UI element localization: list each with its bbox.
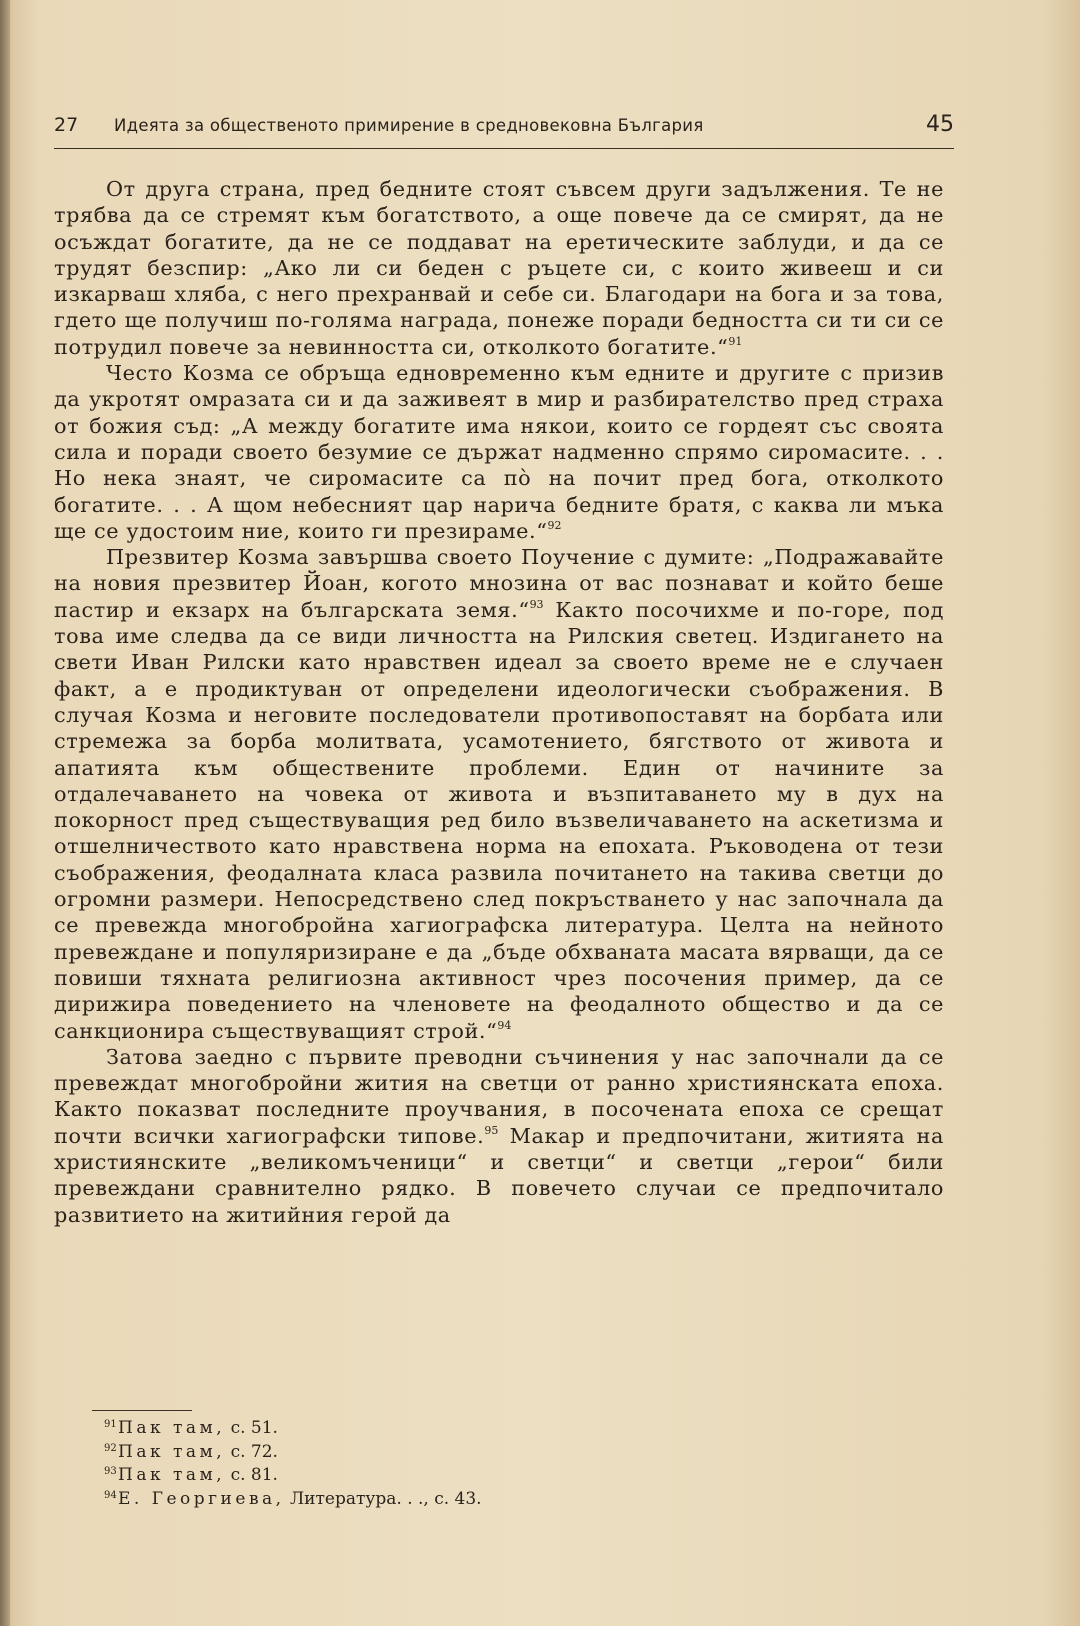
footnote-author: Пак там, (118, 1465, 226, 1485)
paragraph-3 (54, 544, 944, 1044)
paragraph-2 (54, 360, 944, 544)
paragraph-text: Често Козма се обръща едновременно към едните и другите с призив да укротят омразата си и да заживеят в мир и разбирателство пред страха от божия съд: „А между богатите има някои, които се гордеят със своята сила и поради своето безумие се държат надменно спрямо сиромасите. . . Но нека знаят, че сиромасите са пò на почит пред бога, отколкото богатите. . . А щом небесният цар нарича бедните братя, с каква ли мъка ще се удостоим ние, които ги презираме.“ (54, 361, 944, 543)
footnote-ref: 94 (497, 1018, 512, 1032)
book-spine-edge (0, 0, 10, 1626)
footnote (104, 1418, 704, 1442)
footnote-ref: 95 (484, 1123, 499, 1137)
footnote-number: 94 (104, 1489, 117, 1501)
paragraph-1 (54, 176, 944, 360)
running-header (54, 112, 954, 146)
footnote-author: Пак там, (118, 1418, 226, 1438)
footnote-ref: 91 (728, 334, 743, 348)
footnote-ref: 92 (547, 518, 562, 532)
paragraph-text: Презвитер Козма завършва своето Поучение с думите: „Подражавайте на новия презвитер Йоан, когото мнозина от вас познават и който беше пастир и екзарх на българската земя.“ (54, 545, 944, 622)
footnote (104, 1465, 704, 1489)
header-rule (54, 148, 954, 149)
footnote-rule (92, 1410, 192, 1411)
paragraph-text: От друга страна, пред бедните стоят съвсем други задължения. Те не трябва да се стремят към богатството, а още повече да се смирят, да не осъждат богатите, да не се поддават на еретическите заблуди, и да се трудят безспир: „Ако ли си беден с ръцете си, с които живееш и си изкарваш хляба, с него прехранвай и себе си. Благодари на бога и за това, гдето ще получиш по-голяма награда, понеже поради бедността си ти си се потрудил повече за невинността си, отколкото богатите.“ (54, 177, 944, 359)
footnote (104, 1489, 704, 1513)
page-number-right: 45 (926, 112, 954, 137)
footnotes (104, 1418, 704, 1512)
footnote-author: Пак там, (118, 1441, 226, 1462)
footnote-number: 92 (104, 1442, 117, 1454)
footnote-ref-text: с. 72. (230, 1441, 278, 1462)
page-number-left: 27 (54, 114, 79, 136)
body-text (54, 176, 944, 1228)
footnote-number: 93 (104, 1466, 117, 1477)
paragraph-text-continued: Както посочихме и по-горе, под това име следва да се види личността на Рилския светец. Издигането на свети Иван Рилски като нравствен идеал за своето време не е случаен факт, а е продиктуван от определени идеологически съображения. В случая Козма и неговите последователи противопоставят на борбата или стремежа за борба молитвата, усамотението, бягството от живота и апатията към обществените проблеми. Един от начините за отдалечаването на човека от живота и възпитаването му в дух на покорност пред съществуващия ред било възвеличаването на аскетизма и отшелничеството като нравствена норма на епохата. Ръководена от тези съображения, феодалната класа развила почитането на такива светци до огромни размери. Непосредствено след покръстването у нас започнала да се превежда многобройна хагиографска литература. Целта на нейното превеждане и популяризиране е да „бъде обхваната масата вярващи, да се повиши тяхната религиозна активност чрез посочения пример, да се дирижира поведението на членовете на феодалното общество и да се санкционира съществуващият строй.“ (54, 597, 945, 1043)
running-title: Идеята за общественото примирение в средновековна България (114, 116, 704, 135)
footnote-ref-text: с. 81. (230, 1465, 278, 1485)
footnote (104, 1442, 704, 1466)
footnote-ref-text: Литература. . ., с. 43. (289, 1488, 482, 1509)
footnote-number: 91 (104, 1419, 117, 1430)
paragraph-text: Затова заедно с първите преводни съчинения у нас започнали да се превеждат многобройни жития на светци от ранно християнската епоха. Както показват последните проучвания, в посочената епоха се срещат почти всички хагиографски типове. (54, 1044, 944, 1148)
footnote-ref-text: с. 51. (230, 1418, 278, 1438)
paragraph-text-continued: Макар и предпочитани, житията на християнските „великомъченици“ и светци“ и светци „герои“ били превеждани сравнително рядко. В повечето случаи се предпочитало развитието на житийния герой да (54, 1123, 944, 1227)
footnote-author: Е. Георгиева, (118, 1488, 285, 1509)
paragraph-4 (54, 1044, 944, 1228)
footnote-ref: 93 (529, 597, 544, 611)
